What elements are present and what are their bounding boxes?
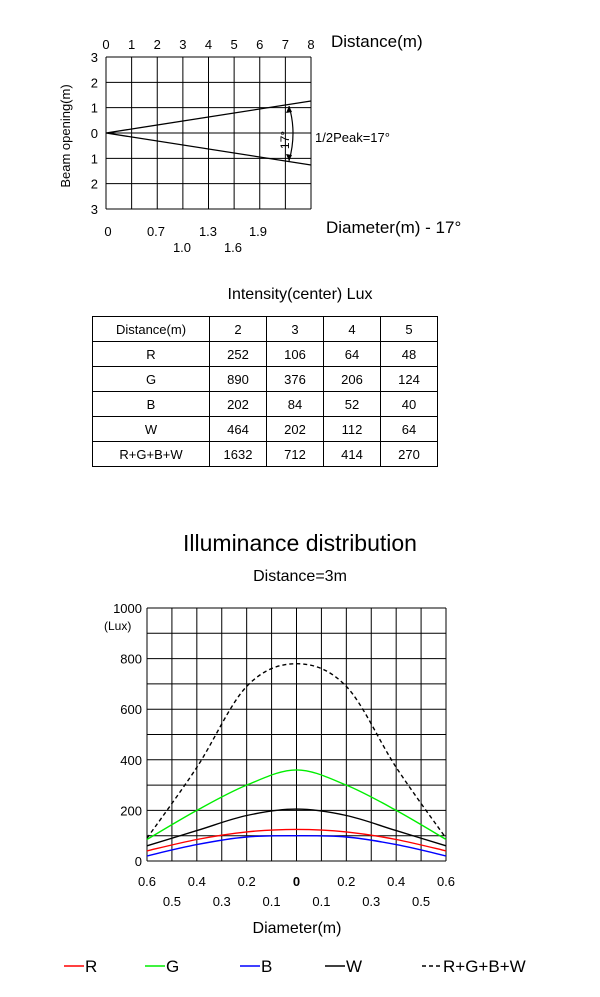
table-cell: 376 (267, 367, 324, 392)
table-cell: 124 (381, 367, 438, 392)
legend-label: B (261, 957, 273, 976)
table-cell: R (93, 342, 210, 367)
beam-opening-ticks (91, 50, 98, 217)
chart-y-tick-label: 400 (120, 752, 142, 768)
table-cell: 52 (324, 392, 381, 417)
beam-diameter-tick-label: 1.6 (223, 240, 243, 255)
chart-x-tick-label: 0.4 (187, 874, 206, 889)
beam-angle-label: 17° (278, 130, 292, 150)
table-cell: 64 (324, 342, 381, 367)
chart-legend (64, 957, 526, 976)
beam-distance-ticks (102, 37, 314, 52)
table-cell: 202 (267, 417, 324, 442)
table-cell: 40 (381, 392, 438, 417)
beam-opening-tick-label: 1 (90, 100, 98, 116)
legend-label: R (85, 957, 98, 976)
chart-x-tick-label: 0.1 (262, 894, 281, 909)
beam-opening-tick-label: 2 (90, 75, 98, 91)
chart-y-ticks (113, 601, 142, 869)
table-row (93, 392, 438, 417)
chart-x-tick-label: 0 (292, 874, 301, 889)
table-cell: 270 (381, 442, 438, 467)
half-peak-label: 1/2Peak=17° (315, 130, 390, 145)
intensity-table-title: Intensity(center) Lux (227, 286, 373, 303)
table-cell: G (93, 367, 210, 392)
beam-distance-tick-label: 6 (256, 37, 264, 52)
chart-subtitle: Distance=3m (253, 568, 347, 585)
chart-y-tick-label: 600 (120, 702, 142, 718)
table-cell: 84 (267, 392, 324, 417)
beam-arc-arrow-top (286, 106, 292, 113)
legend-label: R+G+B+W (443, 957, 526, 976)
beam-distance-tick-label: 2 (153, 37, 161, 52)
distance-axis-label: Distance(m) (331, 32, 423, 51)
table-cell: 106 (267, 342, 324, 367)
chart-x-tick-label: 0.5 (162, 894, 181, 909)
chart-x-tick-label: 0.1 (312, 894, 331, 909)
table-cell: 464 (210, 417, 267, 442)
table-cell: 112 (324, 417, 381, 442)
chart-x-tick-label: 0.5 (412, 894, 431, 909)
beam-diameter-ticks (104, 224, 267, 255)
beam-distance-tick-label: 0 (102, 37, 110, 52)
chart-x-ticks (138, 874, 455, 909)
beam-distance-tick-label: 8 (307, 37, 315, 52)
beam-distance-tick-label: 4 (204, 37, 213, 52)
beam-opening-axis-label: Beam opening(m) (58, 84, 73, 188)
legend-label: W (346, 957, 363, 976)
beam-diameter-tick-label: 1.9 (248, 224, 268, 239)
chart-x-tick-label: 0.2 (337, 874, 356, 889)
table-row (93, 442, 438, 467)
table-cell: 202 (210, 392, 267, 417)
beam-opening-tick-label: 0 (90, 125, 98, 141)
beam-opening-tick-label: 3 (90, 50, 98, 65)
chart-title: Illuminance distribution (183, 530, 417, 556)
table-cell: 206 (324, 367, 381, 392)
chart-y-tick-label: 200 (120, 803, 142, 819)
table-cell: 48 (381, 342, 438, 367)
chart-y-tick-label: 0 (134, 854, 142, 869)
table-cell: 64 (381, 417, 438, 442)
beam-opening-tick-label: 2 (90, 176, 98, 192)
chart-x-tick-label: 0.3 (362, 894, 381, 909)
table-header-row (93, 317, 438, 342)
beam-diameter-tick-label: 0 (104, 224, 112, 239)
table-row (93, 367, 438, 392)
table-cell: 414 (324, 442, 381, 467)
beam-diameter-tick-label: 0.7 (146, 224, 166, 239)
chart-grid (147, 608, 446, 861)
table-header-cell: 5 (381, 317, 438, 342)
table-cell: B (93, 392, 210, 417)
beam-diameter-tick-label: 1.3 (198, 224, 218, 239)
table-header-cell: 3 (267, 317, 324, 342)
diameter-axis-label: Diameter(m) - 17° (326, 218, 462, 237)
intensity-table (92, 316, 438, 467)
beam-distance-tick-label: 3 (179, 37, 187, 52)
beam-opening-tick-label: 1 (90, 151, 98, 167)
beam-opening-tick-label: 3 (90, 201, 98, 217)
chart-y-tick-label: 1000 (113, 601, 142, 616)
table-header-cell: 2 (210, 317, 267, 342)
chart-x-tick-label: 0.6 (436, 874, 456, 889)
legend-label: G (166, 957, 180, 976)
table-cell: 890 (210, 367, 267, 392)
table-cell: 1632 (210, 442, 267, 467)
chart-x-axis-label: Diameter(m) (252, 920, 342, 937)
chart-x-tick-label: 0.2 (237, 874, 256, 889)
chart-x-tick-label: 0.3 (212, 894, 231, 909)
table-cell: 252 (210, 342, 267, 367)
chart-x-tick-label: 0.4 (387, 874, 406, 889)
beam-distance-tick-label: 1 (128, 37, 136, 52)
beam-arc-arrow-bottom (286, 154, 292, 161)
beam-diameter-tick-label: 1.0 (172, 240, 192, 255)
table-header-cell: Distance(m) (93, 317, 210, 342)
table-cell: R+G+B+W (93, 442, 210, 467)
beam-distance-tick-label: 7 (281, 37, 289, 52)
table-row (93, 342, 438, 367)
chart-y-axis-label: (Lux) (104, 619, 132, 633)
chart-y-tick-label: 800 (120, 651, 142, 667)
table-cell: 712 (267, 442, 324, 467)
table-cell: W (93, 417, 210, 442)
table-header-cell: 4 (324, 317, 381, 342)
table-row (93, 417, 438, 442)
chart-x-tick-label: 0.6 (137, 874, 157, 889)
beam-distance-tick-label: 5 (230, 37, 238, 52)
